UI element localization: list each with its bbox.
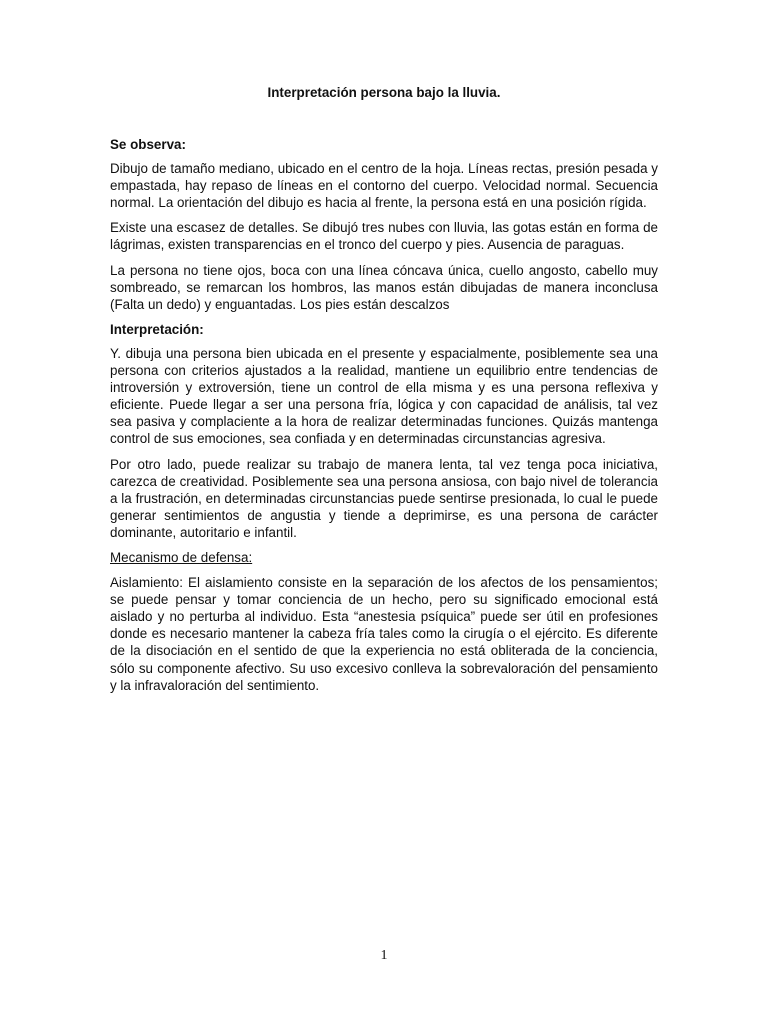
- observation-paragraph-1: Dibujo de tamaño mediano, ubicado en el centro de la hoja. Líneas rectas, presión pesada y empastada, hay repaso de líneas en el contorno del cuerpo. Velocidad normal. Secuencia normal. La orientación del dibujo es hacia al frente, la persona está en una posición rígida.: [110, 161, 658, 211]
- document-title: Interpretación persona bajo la lluvia.: [267, 85, 501, 100]
- interpretation-paragraph-2: Por otro lado, puede realizar su trabajo de manera lenta, tal vez tenga poca iniciativa, carezca de creatividad. Posiblemente sea una persona ansiosa, con bajo nivel de tolerancia a la frustración, en determinadas circunstancias puede sentirse presionada, lo cual le puede generar sentimientos de angustia y tiende a deprimirse, es una persona de carácter dominante, autoritario e infantil.: [110, 456, 658, 540]
- observation-paragraph-2: Existe una escasez de detalles. Se dibujó tres nubes con lluvia, las gotas están en forma de lágrimas, existen transparencias en el tronco del cuerpo y pies. Ausencia de paraguas.: [110, 220, 658, 253]
- document-body: [110, 136, 658, 702]
- observation-paragraph-3: La persona no tiene ojos, boca con una línea cóncava única, cuello angosto, cabello muy sombreado, se remarcan los hombros, las manos están dibujadas de manera inconclusa (Falta un dedo) y enguantadas. Los pies están descalzos: [110, 262, 658, 312]
- section-heading-observation: Se observa:: [110, 137, 186, 152]
- defense-mechanism-paragraph: Aislamiento: El aislamiento consiste en la separación de los afectos de los pensamientos; se puede pensar y tomar conciencia de un hecho, pero su significado emocional está aislado y no perturba al individuo. Esta “anestesia psíquica” puede ser útil en profesiones donde es necesario mantener la cabeza fría tales como la cirugía o el ejército. Es diferente de la disociación en el sentido de que la experiencia no está obliterada de la conciencia, sólo su componente afectivo. Su uso excesivo conlleva la sobrevaloración del pensamiento y la infravaloración del sentimiento.: [110, 575, 658, 693]
- page-number: 1: [380, 948, 388, 963]
- interpretation-paragraph-1: Y. dibuja una persona bien ubicada en el presente y espacialmente, posiblemente sea una persona con criterios ajustados a la realidad, mantiene un equilibrio entre tendencias de introversión y extroversión, tiene un control de ella misma y es una persona reflexiva y eficiente. Puede llegar a ser una persona fría, lógica y con capacidad de análisis, tal vez sea pasiva y complaciente a la hora de realizar determinadas funciones. Quizás mantenga control de sus emociones, sea confiada y en determinadas circunstancias agresiva.: [110, 345, 658, 447]
- section-heading-interpretation: Interpretación:: [110, 321, 204, 337]
- section-heading-defense-mechanism: Mecanismo de defensa:: [110, 549, 253, 565]
